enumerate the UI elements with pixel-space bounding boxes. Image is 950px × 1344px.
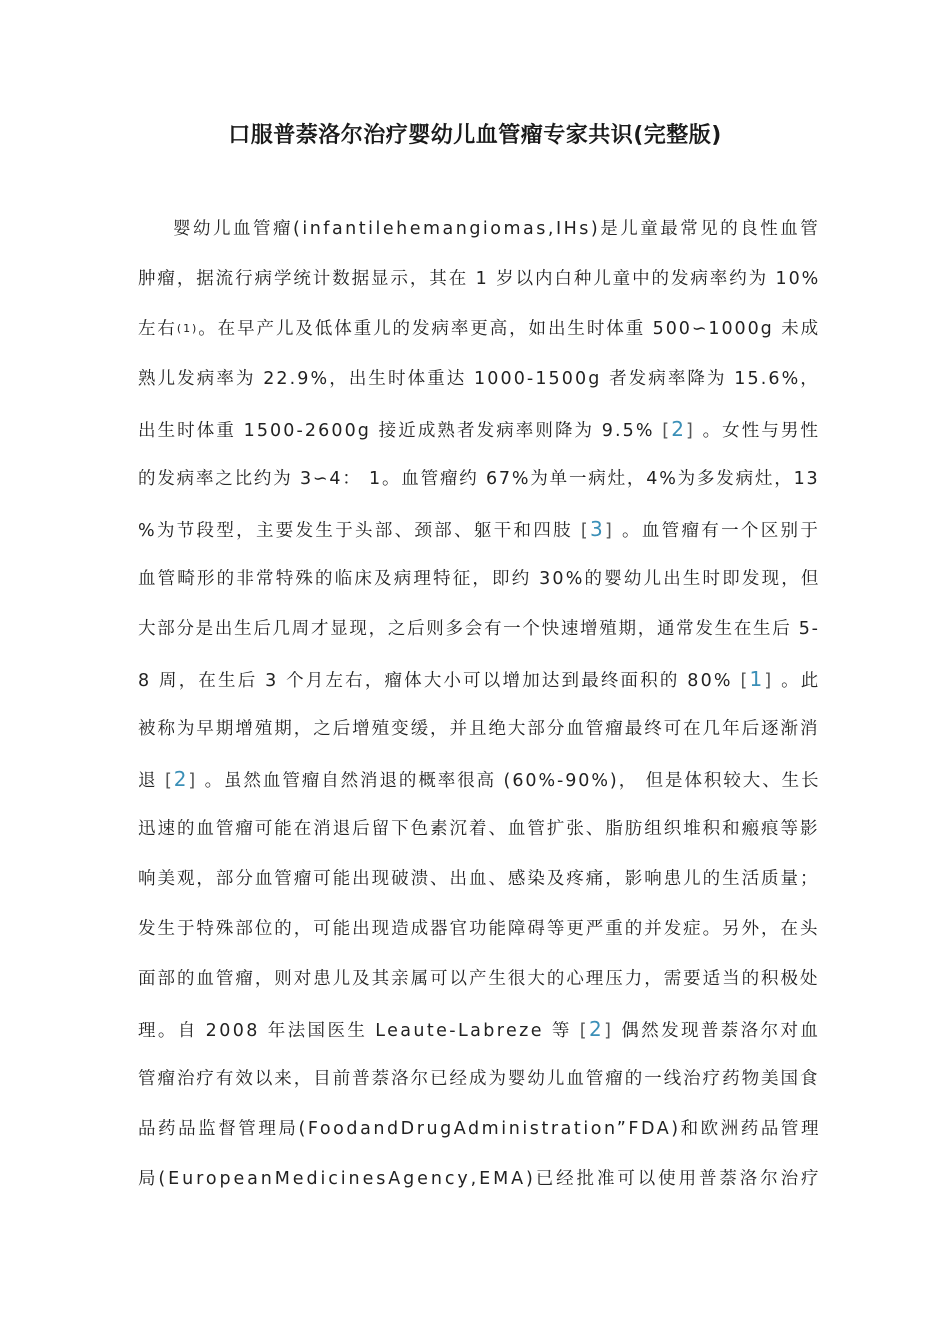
text-segment: 肿瘤，据流行病学统计数据显示，其在 1 岁以内白种儿童中的发病率约为 10% (138, 269, 821, 289)
document-title: 口服普萘洛尔治疗婴幼儿血管瘤专家共识(完整版) (228, 123, 722, 148)
text-segment-group (138, 408, 820, 452)
reference-bracket-close: ] (605, 521, 615, 541)
paragraph-line (138, 358, 818, 408)
text-segment: 血管畸形的非常特殊的临床及病理特征，即约 30%的婴幼儿出生时即发现，但 (138, 569, 821, 589)
text-segment: 。在早产儿及低体重儿的发病率更高，如出生时体重 500∽1000g 未成 (198, 319, 821, 339)
paragraph-line (138, 608, 818, 658)
reference-bracket-open: [ (580, 521, 590, 541)
paragraph-line (138, 1008, 821, 1058)
text-segment: 偶然发现普萘洛尔对血 (613, 1021, 821, 1041)
reference-bracket-open: [ (164, 771, 174, 791)
reference-bracket-open: [ (579, 1021, 589, 1041)
text-segment: 发生于特殊部位的，可能出现造成器官功能障碍等更严重的并发症。另外，在头 (138, 919, 820, 939)
paragraph-line (138, 1158, 822, 1208)
text-segment: 婴幼儿血管瘤(infantilehemangiomas,IHs)是儿童最常见的良性血管 (173, 219, 821, 239)
text-segment: 左右 (138, 319, 177, 339)
paragraph-line (138, 658, 821, 708)
reference-link[interactable]: 1 (749, 667, 765, 691)
reference-link[interactable]: 2 (173, 767, 189, 791)
paragraph-line (138, 958, 818, 1008)
text-segment: 退 (138, 771, 165, 791)
reference-bracket-close: ] (764, 671, 774, 691)
reference-bracket-close: ] (188, 771, 198, 791)
text-segment: 面部的血管瘤，则对患儿及其亲属可以产生很大的心理压力，需要适当的积极处 (138, 969, 820, 989)
text-segment-group (138, 308, 820, 350)
paragraph-line (138, 758, 821, 808)
reference-bracket-open: [ (662, 421, 672, 441)
reference-link[interactable]: 2 (588, 1017, 605, 1041)
text-segment: 。女性与男性 (694, 421, 821, 441)
text-segment: 理。自 2008 年法国医生 Leaute-Labreze 等 (138, 1021, 580, 1041)
paragraph-line (138, 1058, 818, 1108)
paragraph-line (138, 708, 818, 758)
text-segment: 。血管瘤有一个区别于 (614, 521, 821, 541)
reference-link[interactable]: 3 (589, 517, 606, 541)
paragraph-line (138, 458, 818, 508)
reference-bracket-close: ] (686, 421, 695, 441)
reference-bracket-open: [ (740, 671, 750, 691)
text-segment: 响美观，部分血管瘤可能出现破溃、出血、感染及疼痛，影响患儿的生活质量； (138, 869, 820, 889)
paragraph-line (138, 508, 821, 558)
text-segment: 。此 (773, 671, 821, 691)
text-segment: 大部分是出生后几周才显现，之后则多会有一个快速增殖期，通常发生在生后 5- (138, 619, 820, 639)
text-segment: 局(EuropeanMedicinesAgency,EMA)已经批准可以使用普萘洛尔治疗 (138, 1169, 822, 1189)
paragraph-line (138, 558, 821, 608)
paragraph-line (138, 1108, 822, 1158)
text-segment-group (138, 1008, 820, 1052)
paragraph-line (138, 908, 818, 958)
text-segment-group (138, 508, 820, 552)
text-segment: 8 周，在生后 3 个月左右，瘤体大小可以增加达到最终面积的 80% (138, 671, 741, 691)
text-segment: 。虽然血管瘤自然消退的概率很高 (60%-90%)， 但是体积较大、生长 (197, 771, 821, 791)
paragraph-line (138, 408, 821, 458)
text-segment: 管瘤治疗有效以来，目前普萘洛尔已经成为婴幼儿血管瘤的一线治疗药物美国食 (138, 1069, 820, 1089)
text-segment: 品药品监督管理局(FoodandDrugAdministration”FDA)和欧洲药品管理 (138, 1119, 822, 1139)
paragraph-line (138, 208, 821, 258)
footnote-marker: (1) (176, 322, 199, 335)
paragraph-line (138, 258, 821, 308)
paragraph-line (138, 858, 818, 908)
reference-link[interactable]: 2 (671, 417, 687, 441)
text-segment: 熟儿发病率为 22.9%，出生时体重达 1000-1500g 者发病率降为 15.6%， (138, 369, 820, 389)
paragraph-line (138, 308, 821, 358)
text-segment-group (138, 658, 820, 702)
text-segment: 出生时体重 1500-2600g 接近成熟者发病率则降为 9.5% (138, 421, 663, 441)
text-segment-group (138, 758, 820, 802)
body-paragraph (138, 208, 822, 1208)
reference-bracket-close: ] (604, 1021, 614, 1041)
text-segment: %为节段型，主要发生于头部、颈部、躯干和四肢 (138, 521, 581, 541)
text-segment: 的发病率之比约为 3∽4： 1。血管瘤约 67%为单一病灶，4%为多发病灶，13 (138, 469, 820, 489)
text-segment: 迅速的血管瘤可能在消退后留下色素沉着、血管扩张、脂肪组织堆积和瘢痕等影 (138, 819, 820, 839)
paragraph-line (138, 808, 818, 858)
text-segment: 被称为早期增殖期，之后增殖变缓，并且绝大部分血管瘤最终可在几年后逐渐消 (138, 719, 820, 739)
